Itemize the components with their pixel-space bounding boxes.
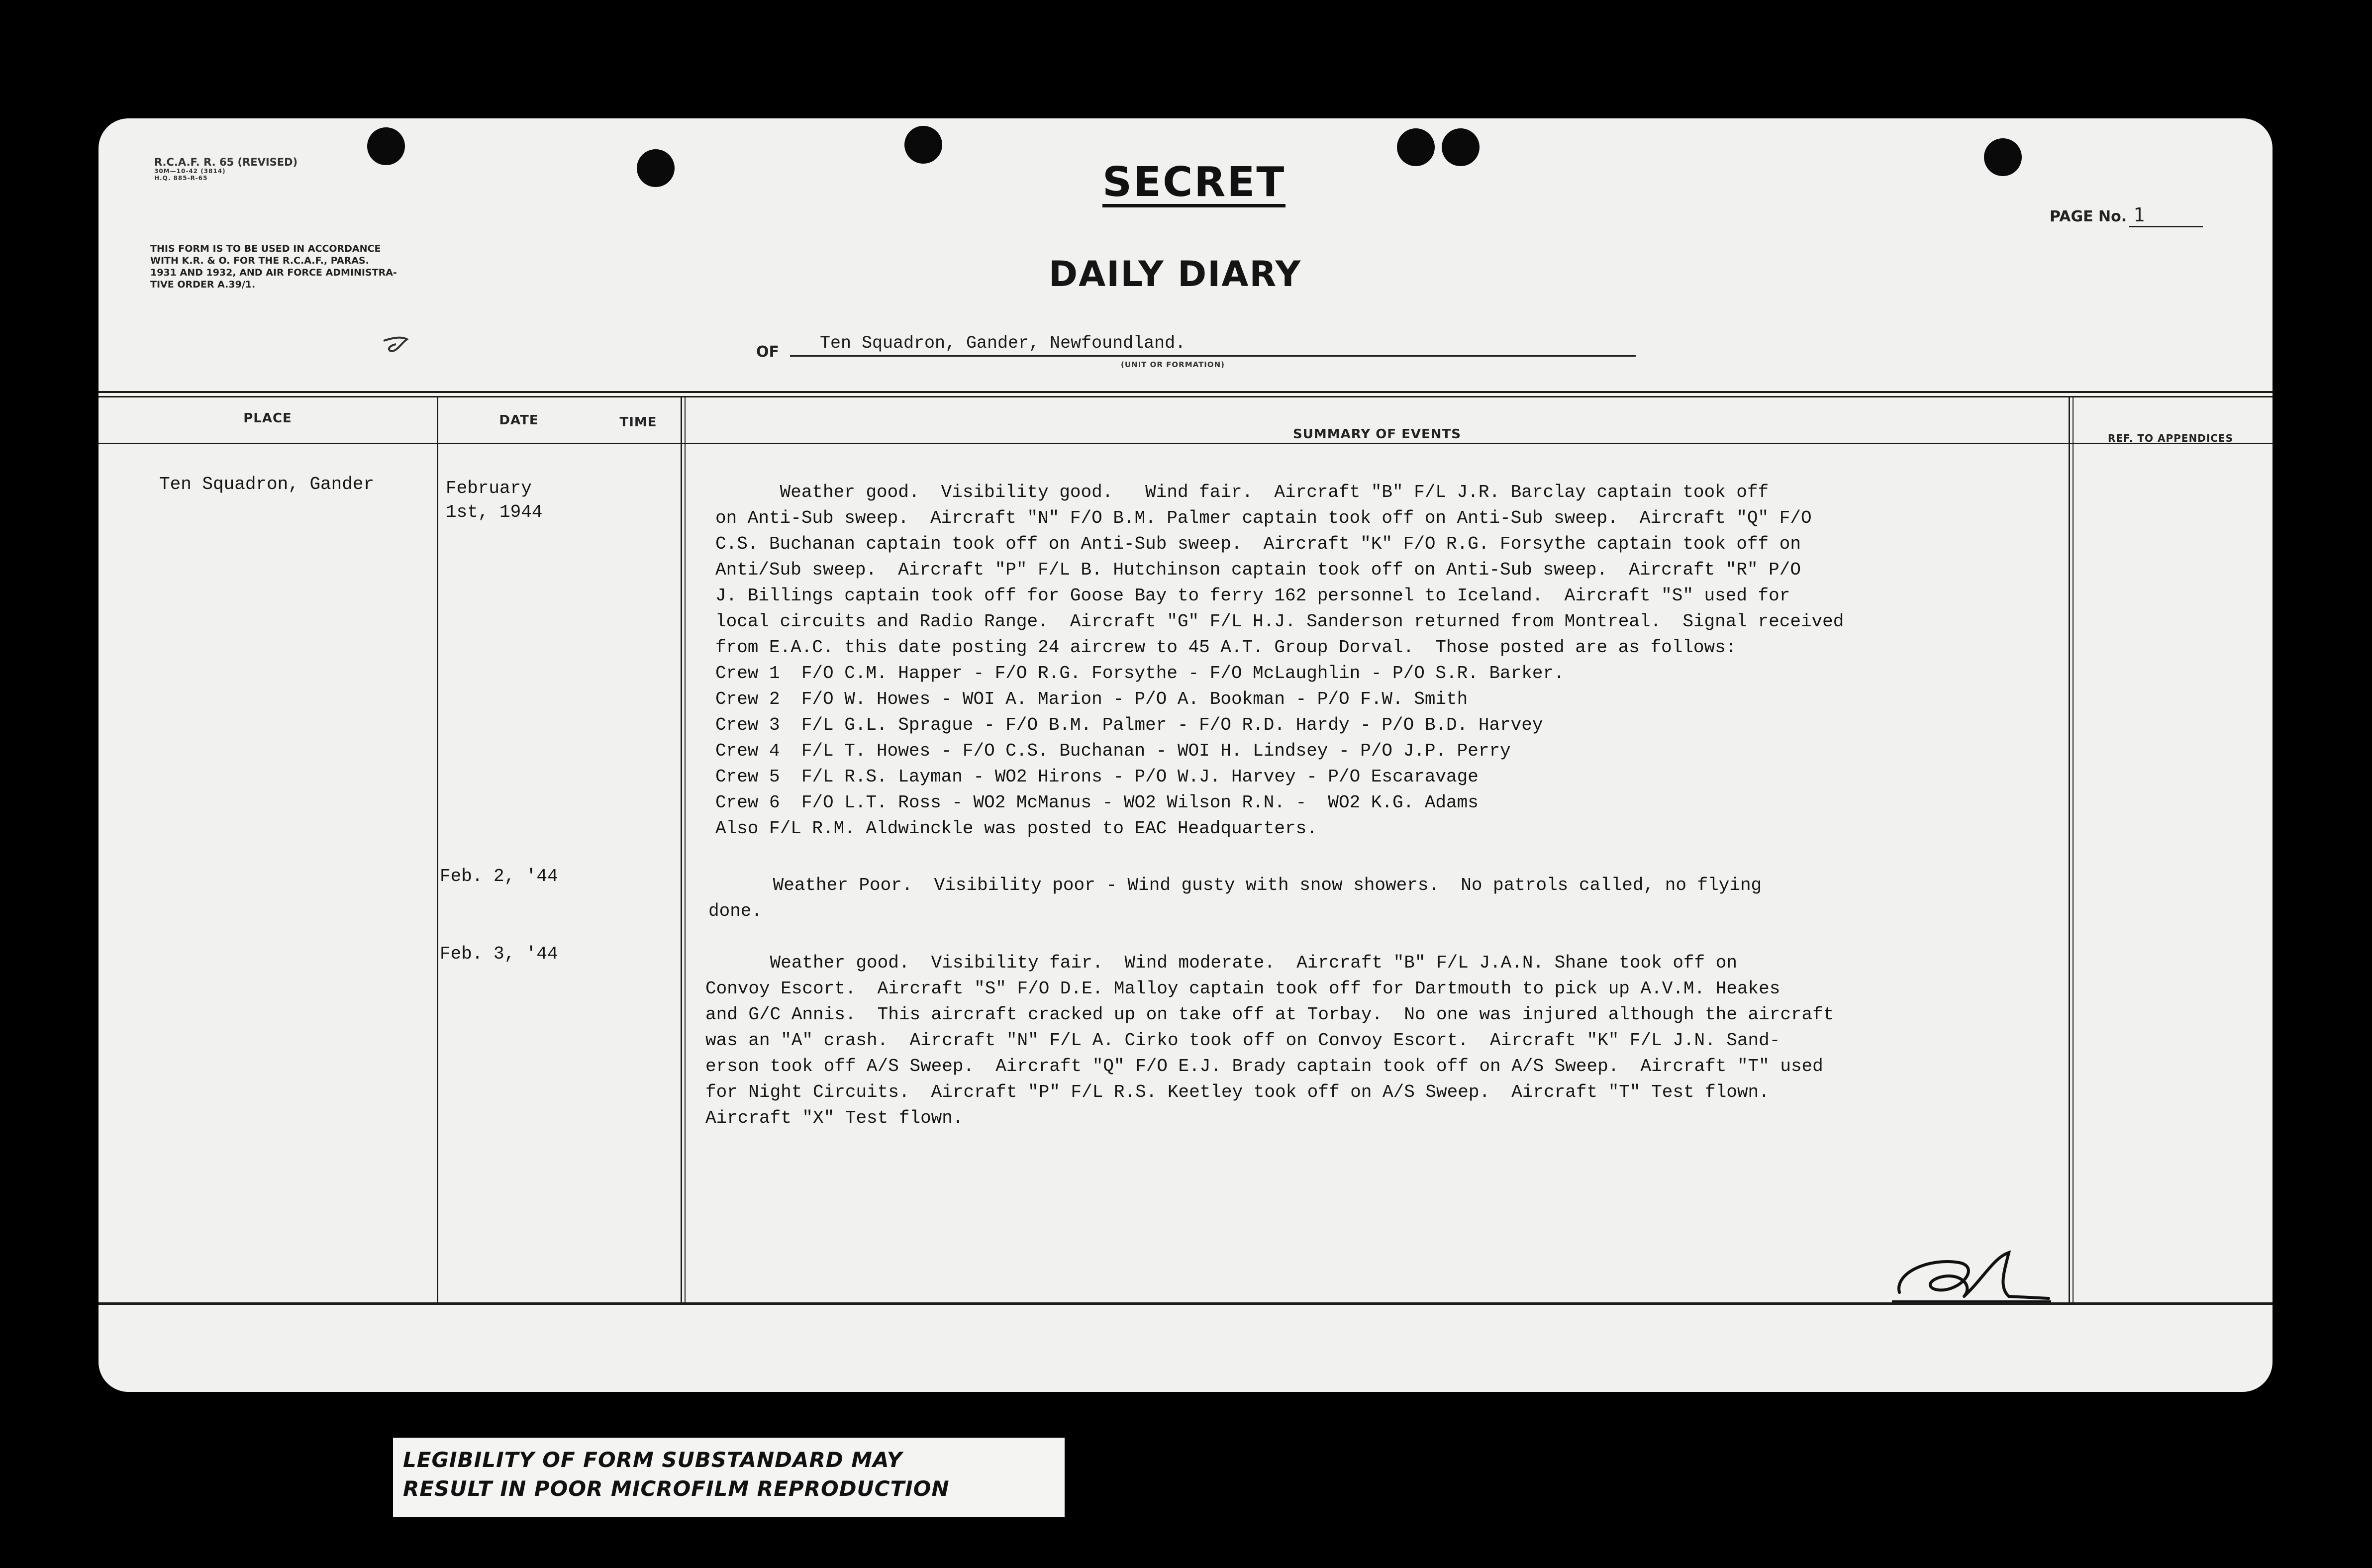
unit-field [790, 333, 1636, 357]
summary-line: Weather Poor. Visibility poor - Wind gusty with snow showers. No patrols called, no flying [708, 875, 1762, 895]
unit-sublabel: (UNIT OR FORMATION) [1121, 360, 1225, 369]
unit-label: OF [756, 343, 779, 361]
summary-line: erson took off A/S Sweep. Aircraft "Q" F/O E.J. Brady captain took off on A/S Sweep. Aircraft "T" used [705, 1056, 1823, 1077]
page-number-label: PAGE No. [2050, 208, 2127, 225]
checkmark-mark [381, 333, 411, 358]
place-value: Ten Squadron, Gander [159, 474, 375, 494]
summary-line: Crew 5 F/L R.S. Layman - WO2 Hirons - P/O W.J. Harvey - P/O Escaravage [715, 767, 1479, 787]
summary-line: on Anti-Sub sweep. Aircraft "N" F/O B.M. Palmer captain took off on Anti-Sub sweep. Aircraft "Q" F/O [715, 508, 1812, 528]
summary-line: Crew 1 F/O C.M. Happer - F/O R.G. Forsythe - F/O McLaughlin - P/O S.R. Barker. [715, 663, 1565, 684]
table-top-rule [99, 391, 2273, 393]
summary-line: local circuits and Radio Range. Aircraft "G" F/L H.J. Sanderson returned from Montreal. Signal received [715, 611, 1844, 632]
binder-hole [367, 127, 405, 165]
summary-line: J. Billings captain took off for Goose Bay to ferry 162 personnel to Iceland. Aircraft "S" used for [715, 586, 1790, 606]
summary-line: Weather good. Visibility fair. Wind moderate. Aircraft "B" F/L J.A.N. Shane took off on [705, 953, 1737, 973]
entry-date: Feb. 2, '44 [440, 866, 558, 886]
page-number-block [2050, 204, 2203, 227]
summary-line: Aircraft "X" Test flown. [705, 1108, 964, 1128]
summary-line: Crew 6 F/O L.T. Ross - WO2 McManus - WO2 Wilson R.N. - WO2 K.G. Adams [715, 792, 1479, 813]
summary-line: Weather good. Visibility good. Wind fair. Aircraft "B" F/L J.R. Barclay captain took off [715, 482, 1769, 502]
page-number-value: 1 [2129, 204, 2203, 227]
form-code: 30M—10-42 (3814) [154, 168, 226, 175]
page-title: DAILY DIARY [1049, 254, 1302, 294]
summary-line: and G/C Annis. This aircraft cracked up on take off at Torbay. No one was injured although the aircraft [705, 1004, 1834, 1025]
microfilm-notice [393, 1438, 1065, 1517]
column-header-date: DATE [499, 413, 539, 428]
table-top-rule [99, 396, 2273, 397]
column-divider [681, 397, 682, 1302]
summary-line: Crew 4 F/L T. Howes - F/O C.S. Buchanan - WOI H. Lindsey - P/O J.P. Perry [715, 741, 1511, 761]
binder-hole [1397, 128, 1435, 166]
column-header-time: TIME [619, 415, 657, 430]
entry-summary [705, 950, 2078, 1131]
entry-summary [715, 480, 2078, 842]
entry-date: February 1st, 1944 [446, 478, 543, 522]
microfilm-notice-line: LEGIBILITY OF FORM SUBSTANDARD MAY [403, 1448, 903, 1472]
entry-date: Feb. 3, '44 [440, 944, 558, 964]
summary-line: done. [708, 901, 763, 921]
microfilm-notice-line: RESULT IN POOR MICROFILM REPRODUCTION [403, 1476, 950, 1501]
binder-hole [904, 126, 942, 164]
header-bottom-rule [99, 443, 2273, 444]
summary-line: was an "A" crash. Aircraft "N" F/L A. Cirko took off on Convoy Escort. Aircraft "K" F/L J.N. Sand- [705, 1030, 1780, 1051]
summary-line: Crew 3 F/L G.L. Sprague - F/O B.M. Palmer - F/O R.D. Hardy - P/O B.D. Harvey [715, 715, 1543, 735]
column-divider [437, 397, 438, 1302]
summary-line: for Night Circuits. Aircraft "P" F/L R.S. Keetley took off on A/S Sweep. Aircraft "T" Test flown. [705, 1082, 1770, 1102]
form-code: H.Q. 885-R-65 [154, 174, 208, 182]
summary-line: from E.A.C. this date posting 24 aircrew to 45 A.T. Group Dorval. Those posted are as follows: [715, 637, 1737, 658]
diary-page [99, 118, 2273, 1392]
summary-line: Crew 2 F/O W. Howes - WOI A. Marion - P/O A. Bookman - P/O F.W. Smith [715, 689, 1468, 709]
column-header-place: PLACE [243, 411, 292, 426]
summary-line: Also F/L R.M. Aldwinckle was posted to EAC Headquarters. [715, 818, 1317, 839]
summary-line: C.S. Buchanan captain took off on Anti-Sub sweep. Aircraft "K" F/O R.G. Forsythe captain took off on [715, 534, 1801, 554]
binder-hole [1442, 128, 1480, 166]
summary-line: Convoy Escort. Aircraft "S" F/O D.E. Malloy captain took off for Dartmouth to pick up A.V.M. Heakes [705, 979, 1780, 999]
form-instructions: THIS FORM IS TO BE USED IN ACCORDANCE WITH K.R. & O. FOR THE R.C.A.F., PARAS. 1931 AND 1932, AND AIR FORCE ADMINISTRA- TIVE ORDER A.39/1. [150, 243, 397, 290]
column-header-summary: SUMMARY OF EVENTS [1293, 427, 1461, 442]
binder-hole [637, 149, 675, 187]
signature [1889, 1238, 2054, 1307]
binder-hole [1984, 138, 2022, 176]
column-divider [685, 397, 686, 1302]
entry-summary [708, 873, 2072, 924]
unit-value: Ten Squadron, Gander, Newfoundland. [820, 333, 1186, 353]
classification-stamp: SECRET [1102, 162, 1285, 207]
summary-line: Anti/Sub sweep. Aircraft "P" F/L B. Hutchinson captain took off on Anti-Sub sweep. Aircraft "R" P/O [715, 560, 1801, 580]
form-number: R.C.A.F. R. 65 (REVISED) [154, 156, 298, 168]
form-identifier [154, 156, 297, 182]
column-header-ref: REF. TO APPENDICES [2108, 432, 2233, 444]
